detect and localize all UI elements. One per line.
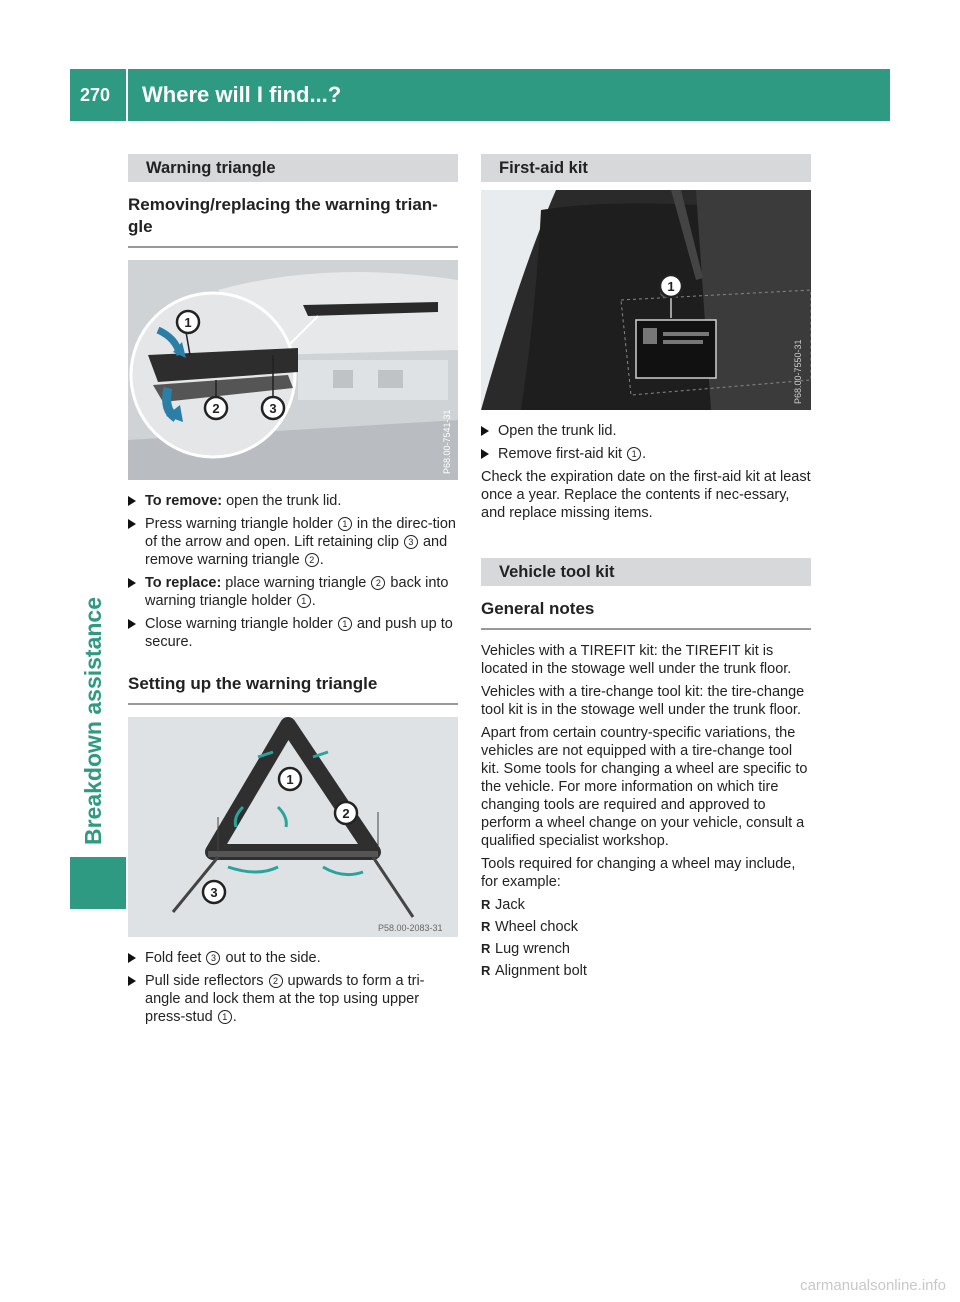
svg-text:1: 1 bbox=[286, 772, 294, 787]
left-column bbox=[128, 154, 458, 1031]
trunk-first-aid-illustration bbox=[481, 190, 811, 410]
step-remove-first-aid: Remove first-aid kit 1 . bbox=[481, 445, 811, 463]
tools-list bbox=[481, 896, 811, 980]
figure-first-aid-kit bbox=[481, 190, 811, 410]
step-to-replace: To replace: place warning triangle 2 back into warning triangle holder 1 . bbox=[128, 574, 458, 610]
bullet-icon: R bbox=[481, 941, 491, 956]
figure-warning-triangle-setup bbox=[128, 717, 458, 937]
figure-code: P68.00-7541-31 bbox=[442, 409, 452, 474]
step-to-remove: To remove: open the trunk lid. bbox=[128, 492, 458, 510]
chapter-title: Where will I find...? bbox=[142, 82, 342, 107]
trunk-lid-illustration bbox=[128, 260, 458, 480]
subhead-setting-up: Setting up the warning triangle bbox=[128, 673, 458, 705]
steps-remove-replace bbox=[128, 492, 458, 651]
list-item: R Alignment bolt bbox=[481, 963, 587, 979]
step-open-trunk: Open the trunk lid. bbox=[481, 422, 811, 440]
page-header bbox=[70, 69, 890, 121]
section-title-warning-triangle: Warning triangle bbox=[128, 154, 458, 182]
bullet-icon: R bbox=[481, 963, 491, 978]
svg-text:3: 3 bbox=[210, 885, 218, 900]
callout-2 bbox=[205, 397, 227, 419]
svg-text:2: 2 bbox=[342, 806, 350, 821]
svg-text:1: 1 bbox=[667, 279, 675, 294]
callout-2 bbox=[335, 802, 357, 824]
subhead-general-notes: General notes bbox=[481, 598, 811, 630]
step-arrow-icon bbox=[128, 619, 136, 629]
step-pull-reflectors: Pull side reflectors 2 upwards to form a tri-angle and lock them at the top using upper press-stud 1 . bbox=[128, 972, 458, 1026]
side-tab-marker bbox=[70, 857, 126, 909]
bullet-icon: R bbox=[481, 919, 491, 934]
callout-1 bbox=[177, 311, 199, 333]
step-arrow-icon bbox=[481, 449, 489, 459]
steps-first-aid bbox=[481, 422, 811, 463]
step-close-holder: Close warning triangle holder 1 and push up to secure. bbox=[128, 615, 458, 651]
first-aid-paragraph: Check the expiration date on the first-aid kit at least once a year. Replace the contents if nec-essary, and replace missing items. bbox=[481, 469, 811, 521]
page-number: 270 bbox=[80, 85, 111, 105]
section-title-first-aid-kit: First-aid kit bbox=[481, 154, 811, 182]
step-arrow-icon bbox=[128, 578, 136, 588]
figure-trunk-lid-holder bbox=[128, 260, 458, 480]
list-item: R Jack bbox=[481, 897, 525, 913]
paragraph-country-variations: Apart from certain country-specific variations, the vehicles are not equipped with a tire-change tool kit. Some tools for changing a wheel are specific to the vehicle. For more information on which tire changing tools are required and approved to perform a wheel change on your vehicle, consult a qualified specialist workshop. bbox=[481, 725, 808, 849]
svg-text:1: 1 bbox=[184, 315, 192, 330]
steps-setting-up bbox=[128, 949, 458, 1026]
callout-3 bbox=[203, 881, 225, 903]
triangle-illustration bbox=[128, 717, 458, 937]
subhead-removing-replacing: Removing/replacing the warning trian-gle bbox=[128, 194, 458, 248]
step-arrow-icon bbox=[128, 953, 136, 963]
callout-1 bbox=[279, 768, 301, 790]
section-title-vehicle-tool-kit: Vehicle tool kit bbox=[481, 558, 811, 586]
list-item: R Wheel chock bbox=[481, 919, 579, 935]
step-arrow-icon bbox=[128, 496, 136, 506]
side-tab-label: Breakdown assistance bbox=[80, 596, 106, 845]
step-press-holder: Press warning triangle holder 1 in the direc-tion of the arrow and open. Lift retaining clip 3 and remove warning triangle 2 . bbox=[128, 515, 458, 569]
step-arrow-icon bbox=[481, 426, 489, 436]
svg-text:3: 3 bbox=[269, 401, 277, 416]
paragraph-tools-required: Tools required for changing a wheel may include, for example: bbox=[481, 856, 796, 890]
paragraph-tire-change-kit: Vehicles with a tire-change tool kit: the tire-change tool kit is in the stowage well under the trunk floor. bbox=[481, 684, 805, 718]
header-divider bbox=[126, 69, 128, 121]
step-arrow-icon bbox=[128, 519, 136, 529]
callout-3 bbox=[262, 397, 284, 419]
footer-watermark-url: carmanualsonline.info bbox=[800, 1277, 946, 1294]
step-arrow-icon bbox=[128, 976, 136, 986]
step-fold-feet: Fold feet 3 out to the side. bbox=[128, 949, 458, 967]
callout-1 bbox=[660, 275, 682, 297]
svg-text:2: 2 bbox=[212, 401, 220, 416]
paragraph-tirefit: Vehicles with a TIREFIT kit: the TIREFIT kit is located in the stowage well under the trunk floor. bbox=[481, 643, 792, 677]
figure-code: P68.00-7550-31 bbox=[793, 339, 803, 404]
right-column bbox=[481, 154, 811, 984]
bullet-icon: R bbox=[481, 897, 491, 912]
list-item: R Lug wrench bbox=[481, 941, 570, 957]
figure-code: P58.00-2083-31 bbox=[378, 923, 443, 933]
